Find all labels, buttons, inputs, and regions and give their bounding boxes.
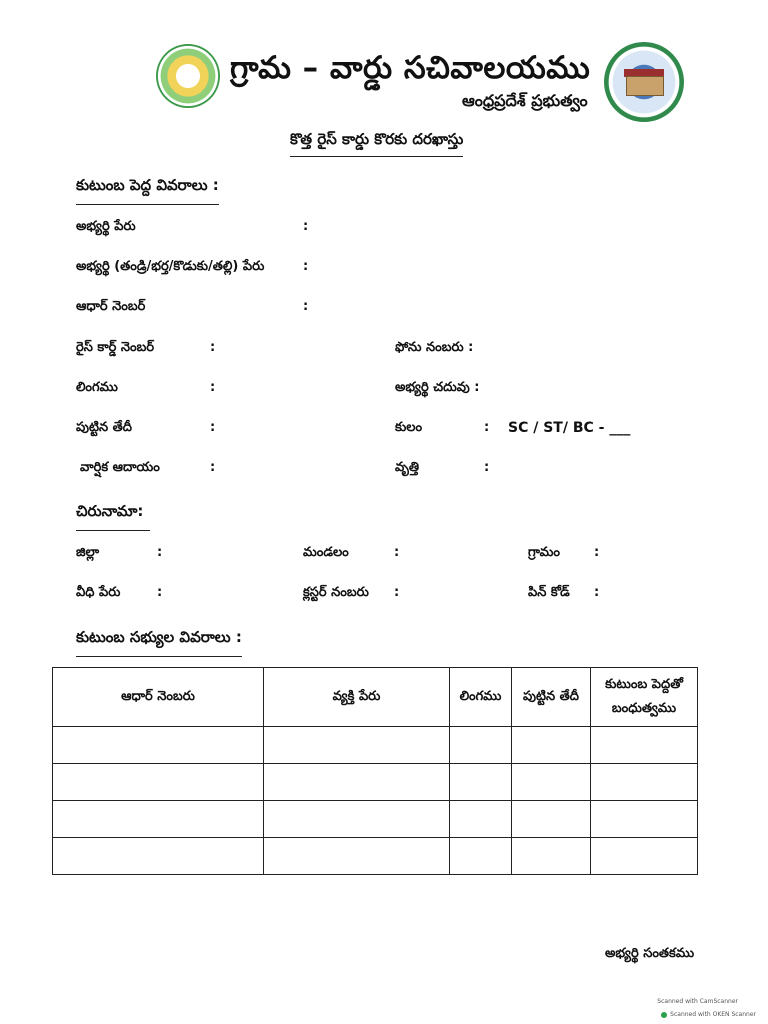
colon: : (394, 545, 400, 560)
applicant-signature-label: అభ్యర్థి సంతకము (605, 946, 695, 961)
col-relation-line1: కుటుంబ పెద్దతో (605, 677, 683, 692)
table-row (53, 838, 698, 875)
members-heading: కుటుంబ సభ్యుల వివరాలు : (76, 628, 242, 657)
mandal-label: మండలం (303, 545, 349, 560)
address-heading: చిరునామా: (76, 502, 150, 531)
head-details-heading: కుటుంబ పెద్ద వివరాలు : (76, 176, 219, 205)
applicant-name-label: అభ్యర్థి పేరు (76, 219, 136, 234)
col-relation-line2: బంధుత్వము (611, 701, 677, 716)
caste-label: కులం (395, 420, 423, 435)
occupation-label: వృత్తి (395, 460, 420, 475)
gender-label: లింగము (76, 380, 118, 395)
colon: : (210, 460, 216, 475)
pincode-label: పిన్ కోడ్ (528, 585, 570, 600)
sachivalayam-logo-icon (604, 42, 684, 122)
colon: : (210, 380, 216, 395)
phone-label: ఫోను నంబరు : (395, 340, 474, 355)
dob-label: పుట్టిన తేదీ (76, 420, 132, 435)
form-title: కొత్త రైస్ కార్డు కొరకు దరఖాస్తు (290, 130, 463, 157)
village-label: గ్రామం (528, 545, 560, 560)
ap-govt-emblem-icon (156, 44, 220, 108)
col-relation (591, 668, 698, 727)
annual-income-label: వార్షిక ఆదాయం (80, 460, 160, 475)
scanner-logo-icon (661, 1012, 667, 1018)
district-label: జిల్లా (76, 545, 100, 560)
col-person-name: వ్యక్తి పేరు (264, 668, 450, 727)
col-dob: పుట్టిన తేదీ (512, 668, 591, 727)
header-subtitle: ఆంధ్రప్రదేశ్ ప్రభుత్వం (462, 91, 588, 110)
scanner-footer-1: Scanned with CamScanner (657, 998, 738, 1005)
caste-options: SC / ST/ BC - ___ (508, 420, 631, 436)
col-gender: లింగము (450, 668, 512, 727)
aadhaar-label: ఆధార్ నెంబర్ (76, 299, 146, 314)
col-aadhaar: ఆధార్ నెంబరు (53, 668, 264, 727)
table-row (53, 764, 698, 801)
colon: : (303, 299, 309, 314)
members-table (52, 667, 698, 875)
scanner-footer-2 (661, 1011, 756, 1018)
colon: : (210, 420, 216, 435)
street-label: వీధి పేరు (76, 585, 121, 600)
colon: : (303, 219, 309, 234)
colon: : (394, 585, 400, 600)
header-title: గ్రామ – వార్డు సచివాలయము (230, 50, 591, 86)
education-label: అభ్యర్థి చదువు : (395, 380, 480, 395)
cluster-label: క్లస్టర్ నంబరు (303, 585, 369, 600)
table-row (53, 727, 698, 764)
colon: : (594, 585, 600, 600)
table-row (53, 801, 698, 838)
colon: : (484, 460, 490, 475)
colon: : (157, 585, 163, 600)
colon: : (594, 545, 600, 560)
rice-card-label: రైస్ కార్డ్ నెంబర్ (76, 340, 155, 355)
colon: : (210, 340, 216, 355)
colon: : (157, 545, 163, 560)
colon: : (484, 420, 490, 435)
relation-name-label: అభ్యర్థి (తండ్రి/భర్త/కొడుకు/తల్లి) పేరు (76, 259, 265, 274)
colon: : (303, 259, 309, 274)
scanner-footer-2-text: Scanned with OKEN Scanner (670, 1011, 756, 1018)
